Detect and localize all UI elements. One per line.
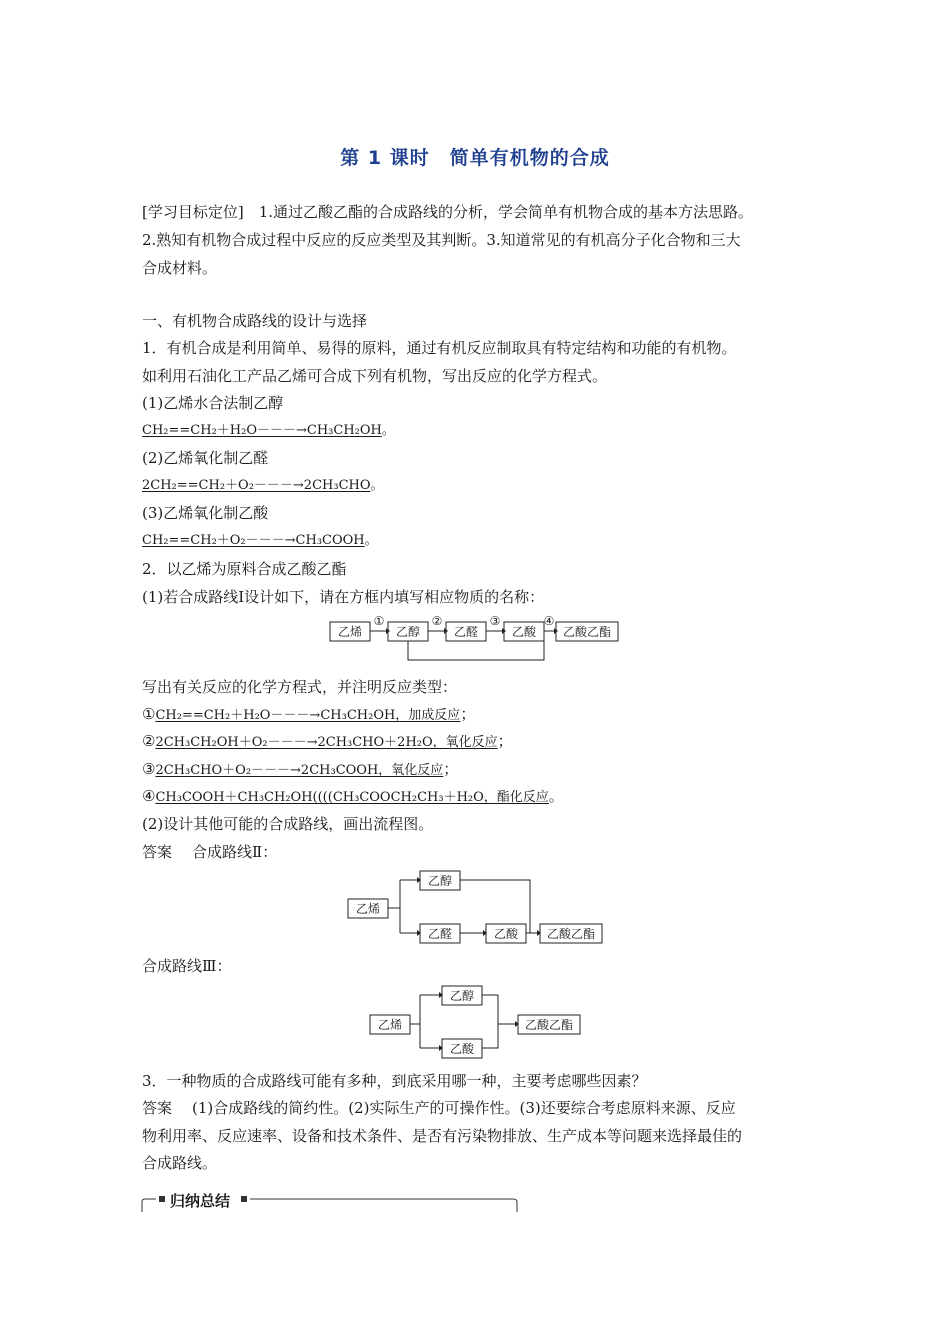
- route-3-diagram: [362, 982, 592, 1062]
- answer-3-text-1: (1)合成路线的简约性。(2)实际生产的可操作性。(3)还要综合考虑原料来源、反应: [192, 1099, 736, 1117]
- equation-2: [142, 477, 384, 495]
- question-1-line-1: 1．有机合成是利用简单、易得的原料，通过有机反应制取具有特定结构和功能的有机物。: [142, 339, 737, 357]
- question-2: 2．以乙烯为原料合成乙酸乙酯: [142, 560, 347, 578]
- route-2-diagram: [340, 864, 610, 950]
- reaction-2-number: ②: [142, 732, 156, 750]
- equation-1: [142, 422, 395, 440]
- route-3-label-acetic-acid: 乙酸: [449, 1042, 475, 1056]
- equation-3-end: 。: [364, 533, 378, 548]
- equation-1-end: 。: [381, 423, 395, 438]
- reaction-4-number: ④: [142, 787, 156, 805]
- equation-2-text: 2CH₂==CH₂＋O₂－－－→2CH₃CHO: [142, 478, 371, 493]
- route-2-label: 合成路线Ⅱ：: [192, 843, 278, 861]
- route-3-label-ethanol: 乙醇: [449, 989, 475, 1003]
- answer-label: 答案: [142, 843, 173, 861]
- subquestion-3: (3)乙烯氧化制乙酸: [142, 504, 269, 522]
- objectives-line-2: 2.熟知有机物合成过程中反应的反应类型及其判断。3.知道常见的有机高分子化合物和三大: [142, 231, 741, 249]
- route-1-diagram: [320, 615, 630, 671]
- reaction-3-equation: 2CH₃CHO＋O₂－－－→2CH₃COOH，氧化反应: [155, 763, 444, 778]
- reaction-1-number: ①: [142, 705, 156, 723]
- equation-1-text: CH₂==CH₂＋H₂O－－－→CH₃CH₂OH: [142, 423, 382, 438]
- question-2-part-1: (1)若合成路线Ⅰ设计如下，请在方框内填写相应物质的名称：: [142, 588, 545, 606]
- route-1-step-2: ②: [431, 615, 443, 628]
- question-2-part-2: (2)设计其他可能的合成路线，画出流程图。: [142, 815, 434, 833]
- answer-route-2: [142, 842, 277, 862]
- route-1-label-acetic-acid: 乙酸: [511, 625, 537, 639]
- route-3-label-ethyl-acetate: 乙酸乙酯: [524, 1018, 574, 1032]
- reaction-4-end: 。: [548, 787, 564, 805]
- route-2-label-ethylene: 乙烯: [355, 902, 381, 916]
- reaction-4-equation: CH₃COOH＋CH₃CH₂OH((((CH₃COOCH₂CH₃＋H₂O，酯化反应: [155, 790, 549, 805]
- reaction-2: [142, 731, 513, 753]
- route-1-step-1: ①: [373, 615, 385, 628]
- reaction-1-end: ；: [460, 705, 476, 723]
- reaction-3: [142, 759, 458, 781]
- reaction-2-end: ；: [497, 732, 513, 750]
- route-3-label-ethylene: 乙烯: [377, 1018, 403, 1032]
- equation-3: [142, 532, 378, 550]
- subquestion-2: (2)乙烯氧化制乙醛: [142, 449, 269, 467]
- objectives-line-1: [学习目标定位] 1.通过乙酸乙酯的合成路线的分析，学会简单有机物合成的基本方法思路。: [142, 203, 754, 221]
- route-2-label-ethyl-acetate: 乙酸乙酯: [546, 927, 596, 941]
- summary-label: 归纳总结: [170, 1192, 231, 1210]
- reaction-3-end: ；: [443, 760, 459, 778]
- answer-3-line-1: [142, 1098, 736, 1118]
- route-3-label: 合成路线Ⅲ：: [142, 957, 232, 975]
- section-heading: 一、有机物合成路线的设计与选择: [142, 312, 368, 330]
- route-1-label-acetaldehyde: 乙醛: [453, 625, 479, 639]
- objectives-line-3: 合成材料。: [142, 259, 218, 277]
- equation-2-end: 。: [370, 478, 384, 493]
- route-1-label-ethanol: 乙醇: [395, 625, 421, 639]
- reaction-4: [142, 786, 564, 808]
- reaction-1-equation: CH₂==CH₂＋H₂O－－－→CH₃CH₂OH，加成反应: [155, 708, 461, 723]
- route-1-step-4: ④: [543, 615, 555, 628]
- answer-3-line-2: 物利用率、反应速率、设备和技术条件、是否有污染物排放、生产成本等问题来选择最佳的: [142, 1127, 743, 1145]
- write-prompt: 写出有关反应的化学方程式，并注明反应类型：: [142, 678, 458, 696]
- reaction-1: [142, 704, 475, 726]
- subquestion-1: (1)乙烯水合法制乙醇: [142, 394, 284, 412]
- route-1-label-ethyl-acetate: 乙酸乙酯: [562, 625, 612, 639]
- reaction-3-number: ③: [142, 760, 156, 778]
- route-2-label-acetaldehyde: 乙醛: [427, 927, 453, 941]
- question-3: 3．一种物质的合成路线可能有多种，到底采用哪一种，主要考虑哪些因素？: [142, 1072, 647, 1090]
- route-2-label-ethanol: 乙醇: [427, 874, 453, 888]
- question-1-line-2: 如利用石油化工产品乙烯可合成下列有机物，写出反应的化学方程式。: [142, 367, 608, 385]
- route-1-step-3: ③: [489, 615, 501, 628]
- page-title: 第 1 课时 简单有机物的合成: [340, 147, 610, 169]
- route-1-label-ethylene: 乙烯: [337, 625, 363, 639]
- route-2-label-acetic-acid: 乙酸: [493, 927, 519, 941]
- reaction-2-equation: 2CH₃CH₂OH＋O₂－－－→2CH₃CHO＋2H₂O，氧化反应: [155, 735, 498, 750]
- equation-3-text: CH₂==CH₂＋O₂－－－→CH₃COOH: [142, 533, 365, 548]
- answer-3-label: 答案: [142, 1099, 173, 1117]
- answer-3-line-3: 合成路线。: [142, 1154, 218, 1172]
